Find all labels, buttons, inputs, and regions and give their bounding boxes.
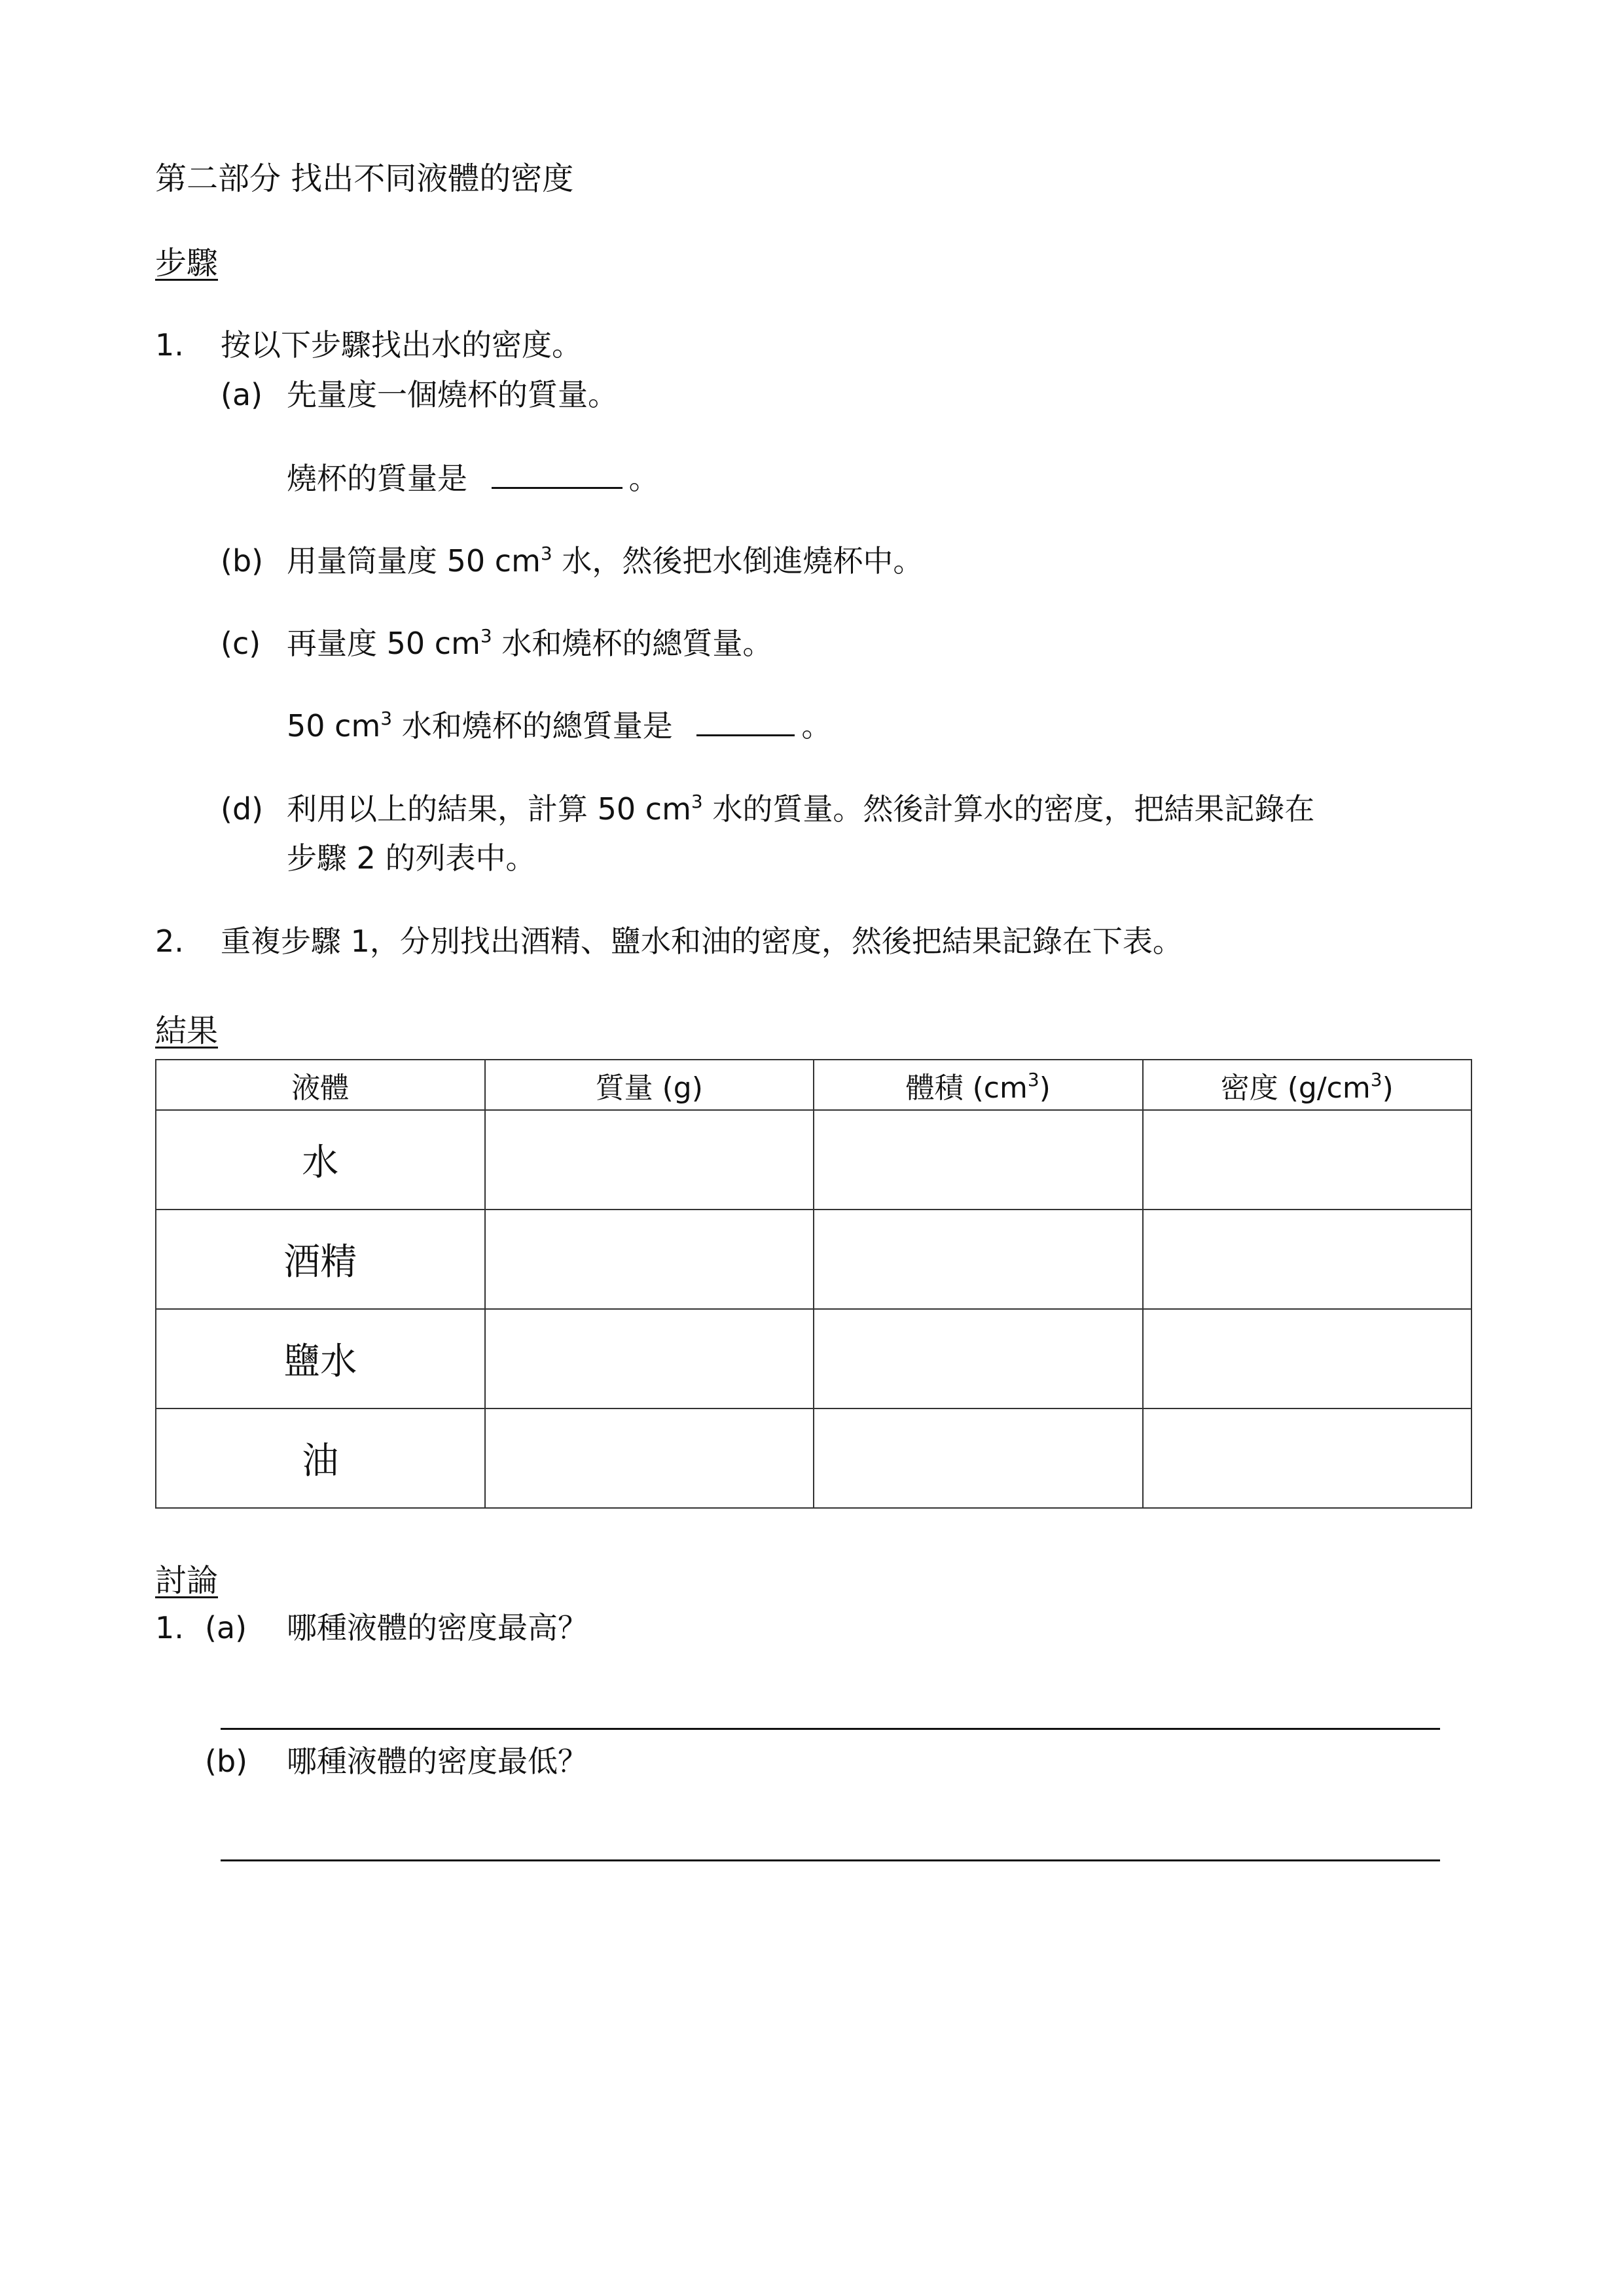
beaker-mass-blank[interactable] xyxy=(492,461,623,489)
total-mass-suffix: 。 xyxy=(801,708,832,744)
answer-line-1b[interactable] xyxy=(221,1859,1440,1861)
discussion-1-number: 1. xyxy=(155,1610,184,1645)
density-cell[interactable] xyxy=(1143,1408,1472,1508)
beaker-mass-answer-line xyxy=(287,460,659,497)
step-1b-text: 用量筒量度 50 $cm^3$ 水，然後把水倒進燒杯中。 xyxy=(287,543,924,579)
liquid-name-cell: 油 xyxy=(156,1408,485,1508)
liquid-name-cell: 酒精 xyxy=(156,1210,485,1309)
discussion-1b-question: 哪種液體的密度最低？ xyxy=(287,1744,588,1779)
part-title: 第二部分 找出不同液體的密度 xyxy=(155,160,574,197)
discussion-1b-label: (b) xyxy=(205,1744,248,1779)
discussion-heading: 討論 xyxy=(155,1562,219,1599)
results-heading: 結果 xyxy=(155,1013,219,1049)
mass-cell[interactable] xyxy=(485,1309,814,1408)
step-2-number: 2. xyxy=(155,924,184,959)
volume-cell[interactable] xyxy=(814,1408,1143,1508)
beaker-mass-suffix: 。 xyxy=(628,461,659,496)
liquid-name-cell: 水 xyxy=(156,1110,485,1210)
discussion-1a-label: (a) xyxy=(205,1610,247,1645)
step-1a-text: 先量度一個燒杯的質量。 xyxy=(287,377,618,412)
discussion-1a-question: 哪種液體的密度最高？ xyxy=(287,1610,588,1645)
step-1b-label: (b) xyxy=(221,543,264,579)
mass-cell[interactable] xyxy=(485,1210,814,1309)
mass-cell[interactable] xyxy=(485,1110,814,1210)
step-1d-label: (d) xyxy=(221,791,264,827)
total-mass-answer-line: 50 $cm^3$ 水和燒杯的總質量是 。 xyxy=(287,708,832,744)
step-1a-label: (a) xyxy=(221,377,263,412)
answer-line-1a[interactable] xyxy=(221,1728,1440,1730)
table-row-salt-water xyxy=(156,1309,1471,1408)
volume-cell[interactable] xyxy=(814,1210,1143,1309)
density-cell[interactable] xyxy=(1143,1110,1472,1210)
step-1c-text: 再量度 50 $cm^3$ 水和燒杯的總質量。 xyxy=(287,625,773,661)
step-1-text: 按以下步驟找出水的密度。 xyxy=(221,327,582,363)
table-header-row xyxy=(156,1060,1471,1110)
table-row-water xyxy=(156,1110,1471,1210)
volume-cell[interactable] xyxy=(814,1110,1143,1210)
column-header-mass: 質量 (g) xyxy=(485,1060,814,1110)
step-1d-text-line2: 步驟 2 的列表中。 xyxy=(287,840,536,876)
step-1c-label: (c) xyxy=(221,626,261,661)
total-mass-blank[interactable] xyxy=(696,708,795,736)
procedure-heading: 步驟 xyxy=(155,245,219,281)
mass-cell[interactable] xyxy=(485,1408,814,1508)
column-header-density: 密度 $(g/cm^3)$ xyxy=(1143,1060,1472,1110)
liquid-name-cell: 鹽水 xyxy=(156,1309,485,1408)
column-header-liquid: 液體 xyxy=(156,1060,485,1110)
step-2-text: 重複步驟 1，分別找出酒精、鹽水和油的密度，然後把結果記錄在下表。 xyxy=(221,924,1183,959)
density-cell[interactable] xyxy=(1143,1210,1472,1309)
table-row-oil xyxy=(156,1408,1471,1508)
density-cell[interactable] xyxy=(1143,1309,1472,1408)
beaker-mass-prefix: 燒杯的質量是 xyxy=(287,461,467,496)
table-row-alcohol xyxy=(156,1210,1471,1309)
column-header-volume: 體積 $(cm^3)$ xyxy=(814,1060,1143,1110)
step-1-number: 1. xyxy=(155,327,184,363)
results-table xyxy=(155,1059,1472,1509)
step-1d-text: 利用以上的結果，計算 50 $cm^3$ 水的質量。然後計算水的密度，把結果記錄在 xyxy=(287,791,1315,827)
volume-cell[interactable] xyxy=(814,1309,1143,1408)
